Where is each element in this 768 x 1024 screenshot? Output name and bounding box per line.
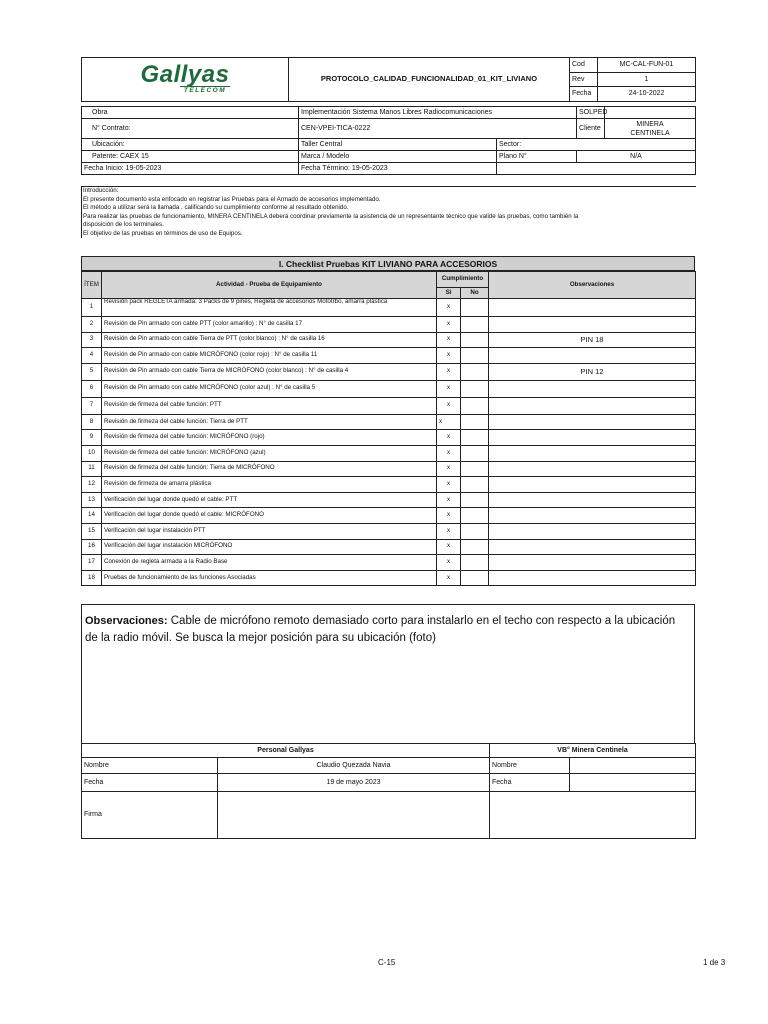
item-number: 3 [82, 332, 102, 348]
contrato-label: N° Contrato: [82, 119, 299, 139]
solped-label: SOLPED [577, 107, 605, 119]
si-mark: x [437, 570, 461, 586]
observation-cell [489, 508, 696, 524]
logo-subtitle: TELECOM [180, 86, 230, 94]
info-empty-cell [497, 163, 696, 175]
project-info-table [81, 106, 696, 175]
fecha-value-right [570, 774, 696, 792]
activity-cell: Revisión de firmeza del cable función: Tierra de PTT [102, 414, 437, 430]
observation-cell [489, 539, 696, 555]
item-number: 12 [82, 477, 102, 493]
plano-value: N/A [577, 151, 696, 163]
observation-cell [489, 317, 696, 333]
no-mark [461, 397, 489, 414]
si-mark: x [437, 555, 461, 571]
intro-line: Para realizar las pruebas de funcionamiento, MINERA CENTINELA deberá coordinar previamente la asistencia de un representante técnico que valide las pruebas, como también la [83, 212, 579, 220]
fecha-termino: Fecha Término: 19-05-2023 [299, 163, 497, 175]
table-row [82, 332, 696, 348]
observation-cell [489, 299, 696, 317]
no-mark [461, 508, 489, 524]
no-mark [461, 363, 489, 380]
rev-label: Rev [570, 73, 598, 87]
col-cumplimiento-header: Cumplimiento [437, 272, 489, 288]
si-mark: x [437, 348, 461, 364]
activity-cell: Revisión de Pin armado con cable MICRÓFONO (color azul) : N° de casilla 5 [102, 380, 437, 397]
nombre-label-left: Nombre [82, 758, 218, 774]
si-mark: x [437, 523, 461, 539]
plano-label: Plano N° [497, 151, 577, 163]
intro-line: disposición de los terminales. [83, 221, 164, 228]
cliente-label: Cliente [577, 119, 605, 139]
observation-cell [489, 397, 696, 414]
si-mark: x [437, 397, 461, 414]
col-item-header: ÍTEM [82, 272, 102, 299]
table-row [82, 461, 696, 477]
obra-label: Obra [82, 107, 299, 119]
checklist-section-title: I. Checklist Pruebas KIT LIVIANO PARA ACCESORIOS [81, 256, 695, 271]
observation-cell [489, 570, 696, 586]
cliente-value [605, 119, 696, 139]
observations-label: Observaciones: [85, 615, 168, 627]
cliente-value-line-2: CENTINELA [630, 129, 670, 137]
logo-wordmark: Gallyas [140, 61, 230, 89]
table-row [82, 414, 696, 430]
no-mark [461, 332, 489, 348]
table-row [82, 492, 696, 508]
table-row [82, 430, 696, 446]
si-mark: x [437, 445, 461, 461]
item-number: 5 [82, 363, 102, 380]
table-row [82, 570, 696, 586]
item-number: 18 [82, 570, 102, 586]
activity-cell: Verificación del lugar donde quedó el cable: MICRÓFONO [102, 508, 437, 524]
ubicacion-value: Taller Central [299, 139, 497, 151]
item-number: 11 [82, 461, 102, 477]
no-mark [461, 445, 489, 461]
footer-code: C-15 [378, 958, 396, 967]
si-mark: x [437, 299, 461, 317]
item-number: 13 [82, 492, 102, 508]
checklist-table [81, 271, 696, 586]
no-mark [461, 348, 489, 364]
no-mark [461, 317, 489, 333]
item-number: 2 [82, 317, 102, 333]
observation-cell [489, 555, 696, 571]
observation-cell [489, 348, 696, 364]
observation-cell [489, 492, 696, 508]
item-number: 9 [82, 430, 102, 446]
intro-line: El método a utilizar será la llamada , calificando su cumplimiento conforme al resultado obtenido. [83, 204, 349, 211]
item-number: 4 [82, 348, 102, 364]
table-row [82, 555, 696, 571]
item-number: 8 [82, 414, 102, 430]
fecha-value: 24-10-2022 [598, 87, 696, 102]
activity-cell: Revisión de firmeza de amarra plástica [102, 477, 437, 493]
activity-cell: Verificación del lugar instalación PTT [102, 523, 437, 539]
cod-value: MC-CAL-FUN-01 [598, 58, 696, 73]
item-number: 7 [82, 397, 102, 414]
nombre-label-right: Nombre [490, 758, 570, 774]
activity-cell: Conexión de regleta armada a la Radio Base [102, 555, 437, 571]
signature-table [81, 743, 696, 839]
table-row [82, 348, 696, 364]
col-si-header: Si [437, 288, 461, 299]
no-mark [461, 555, 489, 571]
company-logo [82, 58, 289, 102]
item-number: 16 [82, 539, 102, 555]
observation-cell: PIN 12 [489, 363, 696, 380]
firma-value-right [490, 792, 696, 839]
intro-line: El presente documento esta enfocado en registrar las Pruebas para el Armado de accesorios implementado. [83, 195, 381, 203]
observations-box [81, 604, 695, 744]
checklist-body [82, 299, 696, 586]
firma-value-left [218, 792, 490, 839]
observation-cell [489, 414, 696, 430]
activity-cell: Revisión de Pin armado con cable Tierra de MICRÓFONO (color blanco) : N° de casilla 4 [102, 363, 437, 380]
no-mark [461, 430, 489, 446]
table-row [82, 539, 696, 555]
activity-cell: Pruebas de funcionamiento de las funciones Asociadas [102, 570, 437, 586]
table-row [82, 508, 696, 524]
no-mark [461, 492, 489, 508]
contrato-value: CEN-VPEI-TICA-0222 [299, 119, 577, 139]
nombre-value-left: Claudio Quezada Navia [218, 758, 490, 774]
activity-cell: Verificación del lugar donde quedó el cable: PTT [102, 492, 437, 508]
table-row [82, 317, 696, 333]
activity-cell: Revisión de Pin armado con cable Tierra de PTT (color blanco) : N° de casilla 16 [102, 332, 437, 348]
activity-cell: Revisión de firmeza del cable función: MICRÓFONO (rojo) [102, 430, 437, 446]
firma-label-left: Firma [82, 792, 218, 839]
activity-cell: Revisión de firmeza del cable función: Tierra de MICRÓFONO [102, 461, 437, 477]
no-mark [461, 539, 489, 555]
fecha-inicio: Fecha Inicio: 19-05-2023 [82, 163, 299, 175]
si-mark: x [437, 508, 461, 524]
fecha-label: Fecha [570, 87, 598, 102]
si-mark: x [437, 332, 461, 348]
observation-cell: PIN 18 [489, 332, 696, 348]
activity-cell: Revisión de Pin armado con cable PTT (color amarillo) : N° de casilla 17 [102, 317, 437, 333]
table-row [82, 523, 696, 539]
solped-value [605, 107, 696, 119]
activity-cell: Verificación del lugar instalación MICRÓFONO [102, 539, 437, 555]
no-mark [461, 570, 489, 586]
fecha-label-right: Fecha [490, 774, 570, 792]
table-row [82, 380, 696, 397]
table-row [82, 477, 696, 493]
obra-value: Implementación Sistema Manos Libres Radiocomunicaciones [299, 107, 577, 119]
nombre-value-right [570, 758, 696, 774]
col-activity-header: Actividad - Prueba de Equipamiento [102, 272, 437, 299]
marca-label: Marca / Modelo [299, 151, 497, 163]
no-mark [461, 414, 489, 430]
observation-cell [489, 380, 696, 397]
activity-cell: Revisión pack REGLETA armada: 3 Packs de 9 pines, Regleta de accesorios Mototrbo, amarra plástica [102, 299, 437, 317]
no-mark [461, 299, 489, 317]
activity-cell: Revisión de firmeza del cable función: MICRÓFONO (azul) [102, 445, 437, 461]
observation-cell [489, 445, 696, 461]
intro-line: El objetivo de las pruebas en términos de uso de Equipos. [83, 229, 243, 237]
item-number: 6 [82, 380, 102, 397]
no-mark [461, 477, 489, 493]
si-mark: x [437, 461, 461, 477]
introduction-block [81, 186, 696, 238]
si-mark: x [437, 414, 461, 430]
item-number: 15 [82, 523, 102, 539]
personal-gallyas-title: Personal Gallyas [82, 744, 490, 758]
si-mark: x [437, 492, 461, 508]
activity-cell: Revisión de firmeza del cable función: PTT [102, 397, 437, 414]
fecha-label-left: Fecha [82, 774, 218, 792]
table-row [82, 363, 696, 380]
intro-line: Introducción: [83, 187, 119, 194]
si-mark: x [437, 317, 461, 333]
item-number: 10 [82, 445, 102, 461]
cod-label: Cod [570, 58, 598, 73]
table-row [82, 299, 696, 317]
observation-cell [489, 523, 696, 539]
table-row [82, 397, 696, 414]
si-mark: x [437, 363, 461, 380]
no-mark [461, 380, 489, 397]
vb-minera-title: VB° Minera Centinela [490, 744, 696, 758]
ubicacion-label: Ubicación: [82, 139, 299, 151]
page-number: 1 de 3 [703, 958, 726, 967]
no-mark [461, 461, 489, 477]
cliente-value-line-1: MINERA [636, 120, 664, 128]
activity-cell: Revisión de Pin armado con cable MICRÓFONO (color rojo) : N° de casilla 11 [102, 348, 437, 364]
observation-cell [489, 430, 696, 446]
sector-label: Sector: [497, 139, 696, 151]
document-header [81, 57, 696, 102]
col-no-header: No [461, 288, 489, 299]
si-mark: x [437, 477, 461, 493]
item-number: 14 [82, 508, 102, 524]
no-mark [461, 523, 489, 539]
table-row [82, 445, 696, 461]
fecha-value-left: 19 de mayo 2023 [218, 774, 490, 792]
document-title: PROTOCOLO_CALIDAD_FUNCIONALIDAD_01_KIT_LIVIANO [289, 58, 570, 102]
item-number: 17 [82, 555, 102, 571]
si-mark: x [437, 539, 461, 555]
observation-cell [489, 477, 696, 493]
item-number: 1 [82, 299, 102, 317]
observation-cell [489, 461, 696, 477]
observations-text: Cable de micrófono remoto demasiado corto para instalarlo en el techo con respecto a la ubicación de la radio móvil. Se busca la mejor posición para su ubicación (foto) [85, 615, 676, 644]
si-mark: x [437, 430, 461, 446]
rev-value: 1 [598, 73, 696, 87]
patente-label: Patente: CAEX 15 [82, 151, 299, 163]
col-observations-header: Observaciones [489, 272, 696, 299]
si-mark: x [437, 380, 461, 397]
